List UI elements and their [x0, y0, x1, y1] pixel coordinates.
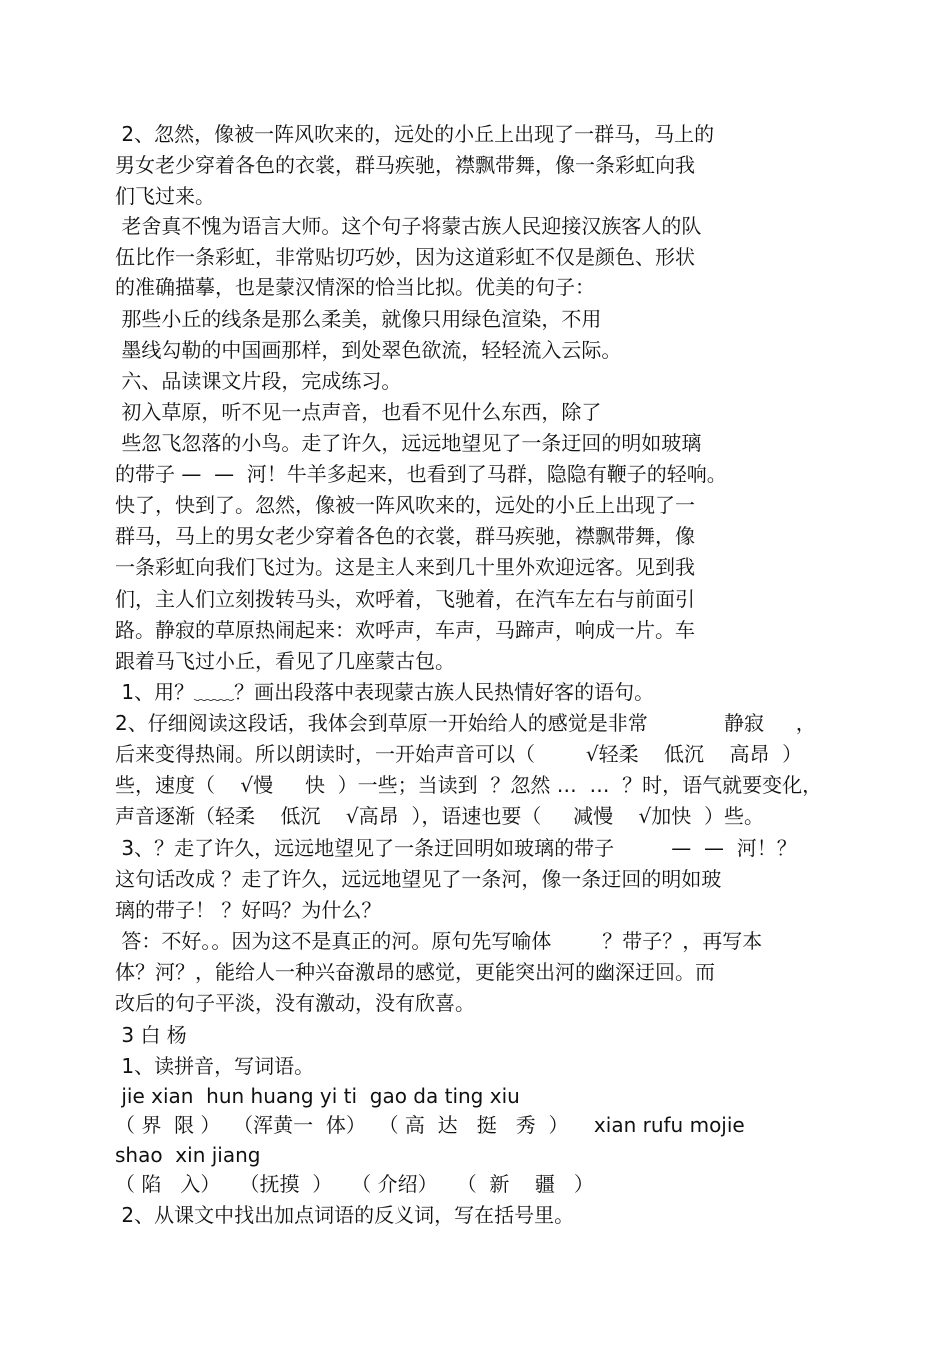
answer-line: 改后的句子平淡，没有激动，没有欣喜。 [115, 991, 475, 1015]
question-line: 2、仔细阅读这段话，我体会到草原一开始给人的感觉是非常 静寂 ， [115, 711, 816, 735]
answer-line: 答：不好。。因为这不是真正的河。原句先写喻体 ？带子？，再写本 [115, 929, 763, 953]
question-line: 1、用？﹏﹏？画出段落中表现蒙古族人民热情好客的语句。 [115, 680, 655, 704]
text-line: 的准确描摹，也是蒙汉情深的恰当比拟。优美的句子： [115, 275, 595, 299]
question-line: 璃的带子！ ？好吗？为什么？ [115, 898, 382, 922]
pinyin-line: jie xian hun huang yi ti gao da ting xiu [115, 1084, 520, 1108]
section-heading: 六、品读课文片段，完成练习。 [115, 369, 402, 393]
text-line: 初入草原，听不见一点声音，也看不见什么东西，除了 [115, 400, 602, 424]
pinyin-line: shao xin jiang [115, 1143, 261, 1167]
text-line: 的带子 — — 河！牛羊多起来，也看到了马群，隐隐有鞭子的轻响。 [115, 462, 727, 486]
text-line: 那些小丘的线条是那么柔美，就像只用绿色渲染，不用 [115, 307, 602, 331]
text-line: 2、忽然，像被一阵风吹来的，远处的小丘上出现了一群马，马上的 [115, 122, 715, 146]
answer-line: （ 陷 入） （抚摸 ） （ 介绍） （ 新 疆 ） [115, 1172, 594, 1196]
question-line: 些，速度（ √慢 快 ）一些；当读到 ？忽然 … … ？时，语气就要变化， [115, 773, 823, 797]
text-line: 们飞过来。 [115, 184, 215, 208]
question-line: 2、从课文中找出加点词语的反义词，写在括号里。 [115, 1203, 575, 1227]
question-line: 3、？走了许久，远远地望见了一条迂回明如玻璃的带子 — — 河！？ [115, 836, 797, 860]
text-line: 男女老少穿着各色的衣裳，群马疾驰，襟飘带舞，像一条彩虹向我 [115, 153, 695, 177]
lesson-title: 3 白 杨 [115, 1023, 187, 1047]
text-line: 一条彩虹向我们飞过为。这是主人来到几十里外欢迎远客。见到我 [115, 555, 695, 579]
text-line: 群马，马上的男女老少穿着各色的衣裳，群马疾驰，襟飘带舞，像 [115, 524, 695, 548]
question-line: 后来变得热闹。所以朗读时，一开始声音可以（ √轻柔 低沉 高昂 ） [115, 742, 803, 766]
question-line: 声音逐渐（轻柔 低沉 √高昂 ），语速也要（ 减慢 √加快 ）些。 [115, 804, 764, 828]
text-line: 老舍真不愧为语言大师。这个句子将蒙古族人民迎接汉族客人的队 [115, 214, 702, 238]
text-line: 墨线勾勒的中国画那样，到处翠色欲流，轻轻流入云际。 [115, 338, 622, 362]
text-line: 跟着马飞过小丘，看见了几座蒙古包。 [115, 649, 455, 673]
text-line: 快了，快到了。忽然，像被一阵风吹来的，远处的小丘上出现了一 [115, 493, 695, 517]
answer-line: （ 界 限 ） （浑黄一 体） （ 高 达 挺 秀 ） xian rufu mojie [115, 1113, 745, 1137]
text-line: 们，主人们立刻拨转马头，欢呼着，飞驰着，在汽车左右与前面引 [115, 587, 695, 611]
text-line: 些忽飞忽落的小鸟。走了许久，远远地望见了一条迂回的明如玻璃 [115, 431, 702, 455]
text-line: 路。静寂的草原热闹起来：欢呼声，车声，马蹄声，响成一片。车 [115, 618, 695, 642]
question-line: 这句话改成 ？走了许久，远远地望见了一条河，像一条迂回的明如玻 [115, 867, 722, 891]
answer-line: 体？河？，能给人一种兴奋激昂的感觉，更能突出河的幽深迂回。而 [115, 960, 715, 984]
text-line: 伍比作一条彩虹，非常贴切巧妙，因为这道彩虹不仅是颜色、形状 [115, 245, 695, 269]
question-line: 1、读拼音，写词语。 [115, 1054, 315, 1078]
